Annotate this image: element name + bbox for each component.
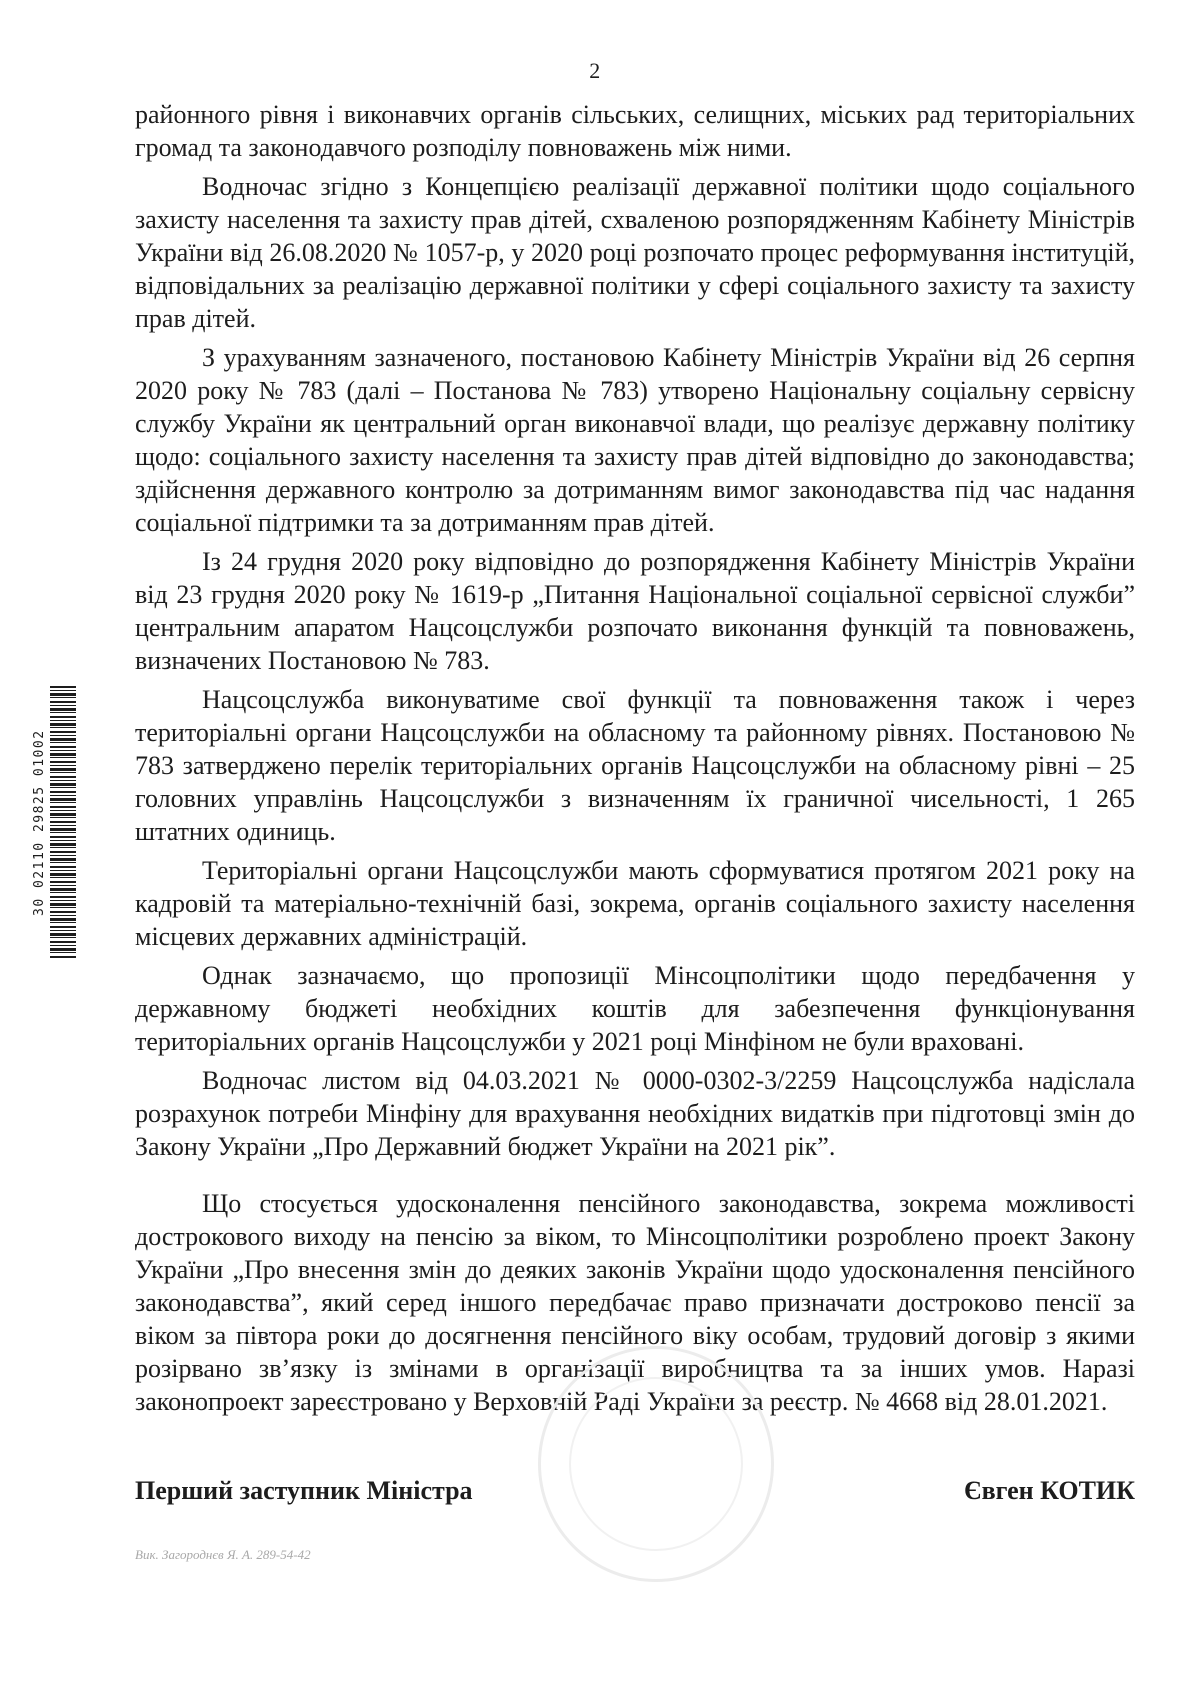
document-barcode [34, 686, 88, 959]
paragraph-territorial-bodies: Нацсоцслужба виконуватиме свої функції та повноваження також і через територіальні органи Нацсоцслужби на обласному та районному рівнях. Постановою № 783 затверджено перелік територіальних органів Нацсоцслужби на обласному рівні – 25 головних управлінь Нацсоцслужби з визначенням їх граничної чисельності, 1 265 штатних одиниць. [135, 685, 1135, 846]
official-seal [538, 1346, 774, 1582]
barcode-bars [50, 686, 76, 959]
paragraph-resolution-783: З урахуванням зазначеного, постановою Кабінету Міністрів України від 26 серпня 2020 року № 783 (далі – Постанова № 783) утворено Національну соціальну сервісну службу України як центральний орган виконавчої влади, що реалізує державну політику щодо: соціального захисту населення та захисту прав дітей відповідно до законодавства; здійснення державного контролю за дотриманням вимог законодавства під час надання соціальної підтримки та за дотриманням прав дітей. [135, 343, 1135, 537]
signatory-name: Євген КОТИК [963, 1476, 1135, 1505]
letter-body [135, 98, 1135, 1424]
paragraph-concept: Водночас згідно з Концепцією реалізації державної політики щодо соціального захисту населення та захисту прав дітей, схваленою розпорядженням Кабінету Міністрів України від 26.08.2020 № 1057-р, у 2020 році розпочато процес реформування інституцій, відповідальних за реалізацію державної політики у сфері соціального захисту та захисту прав дітей. [135, 172, 1135, 333]
paragraph-continuation: районного рівня і виконавчих органів сільських, селищних, міських рад територіальних громад та законодавчого розподілу повноважень між ними. [135, 100, 1135, 162]
page-number: 2 [589, 58, 601, 83]
paragraph-pension-law: Що стосується удосконалення пенсійного законодавства, зокрема можливості дострокового виходу на пенсію за віком, то Мінсоцполітики розроблено проект Закону України „Про внесення змін до деяких законів України щодо удосконалення пенсійного законодавства”, який серед іншого передбачає право призначати достроково пенсії за віком за півтора роки до досягнення пенсійного віку особам, трудовий договір з якими розірвано зв’язку із змінами в організації виробництва та за інших умов. Наразі законопроект зареєстровано у Верховній Раді України за реєстр. № 4668 від 28.01.2021. [135, 1189, 1135, 1416]
paragraph-letter: Водночас листом від 04.03.2021 № 0000-0302-3/2259 Нацсоцслужба надіслала розрахунок потреби Мінфіну для врахування необхідних видатків при підготовці змін до Закону України „Про Державний бюджет України на 2021 рік”. [135, 1066, 1135, 1161]
paragraph-formation: Територіальні органи Нацсоцслужби мають сформуватися протягом 2021 року на кадровій та матеріально-технічній базі, зокрема, органів соціального захисту населення місцевих державних адміністрацій. [135, 856, 1135, 951]
signatory-position: Перший заступник Міністра [135, 1476, 473, 1505]
paragraph-directive-1619: Із 24 грудня 2020 року відповідно до розпорядження Кабінету Міністрів України від 23 грудня 2020 року № 1619-р „Питання Національної соціальної сервісної служби” центральним апаратом Нацсоцслужби розпочато виконання функцій та повноважень, визначених Постановою № 783. [135, 547, 1135, 675]
executor-note: Вик. Загороднєв Я. А. 289-54-42 [135, 1547, 311, 1562]
paragraph-budget: Однак зазначаємо, що пропозиції Мінсоцполітики щодо передбачення у державному бюджеті необхідних коштів для забезпечення функціонування територіальних органів Нацсоцслужби у 2021 році Мінфіном не були враховані. [135, 961, 1135, 1056]
barcode-number: 30 02110 29825 01002 [32, 729, 47, 916]
